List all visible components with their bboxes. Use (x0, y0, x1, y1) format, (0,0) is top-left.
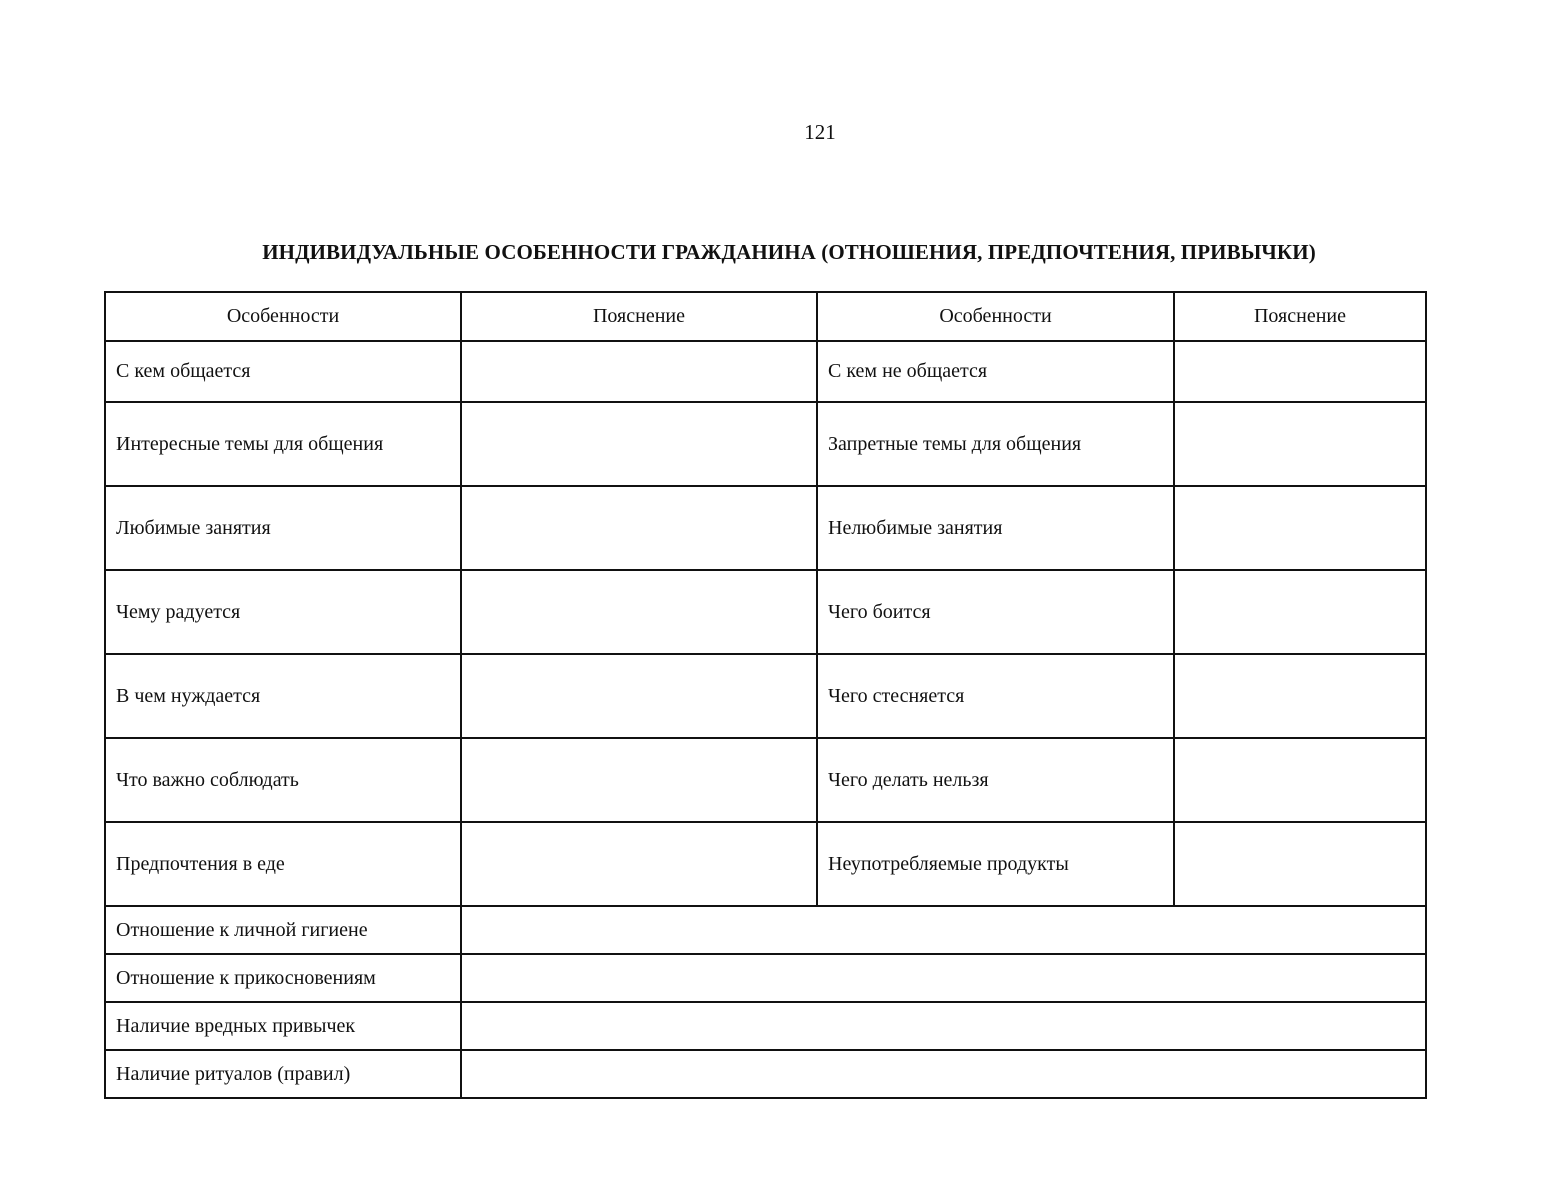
feature-label: Что важно соблюдать (105, 738, 461, 822)
header-explanation-left: Пояснение (461, 292, 817, 341)
explanation-cell[interactable] (1174, 341, 1426, 402)
header-features-right: Особенности (817, 292, 1174, 341)
feature-label: Наличие вредных привычек (105, 1002, 461, 1050)
feature-label: С кем общается (105, 341, 461, 402)
feature-label: Отношение к прикосновениям (105, 954, 461, 1002)
feature-label: Запретные темы для общения (817, 402, 1174, 486)
explanation-cell-wide[interactable] (461, 1002, 1426, 1050)
feature-label: Предпочтения в еде (105, 822, 461, 906)
header-explanation-right: Пояснение (1174, 292, 1426, 341)
table-row (105, 341, 1426, 402)
feature-label: В чем нуждается (105, 654, 461, 738)
features-table (104, 291, 1427, 1099)
feature-label: Чему радуется (105, 570, 461, 654)
feature-label: Чего стесняется (817, 654, 1174, 738)
page-number: 121 (804, 120, 836, 144)
explanation-cell[interactable] (1174, 822, 1426, 906)
table-row (105, 486, 1426, 570)
table-row (105, 402, 1426, 486)
feature-label: Любимые занятия (105, 486, 461, 570)
explanation-cell[interactable] (461, 341, 817, 402)
feature-label: Чего боится (817, 570, 1174, 654)
explanation-cell[interactable] (1174, 738, 1426, 822)
explanation-cell[interactable] (461, 822, 817, 906)
feature-label: С кем не общается (817, 341, 1174, 402)
explanation-cell[interactable] (1174, 402, 1426, 486)
feature-label: Нелюбимые занятия (817, 486, 1174, 570)
explanation-cell[interactable] (461, 654, 817, 738)
table-row (105, 570, 1426, 654)
explanation-cell[interactable] (461, 570, 817, 654)
document-title: ИНДИВИДУАЛЬНЫЕ ОСОБЕННОСТИ ГРАЖДАНИНА (ОТНОШЕНИЯ, ПРЕДПОЧТЕНИЯ, ПРИВЫЧКИ) (262, 240, 1316, 264)
explanation-cell-wide[interactable] (461, 906, 1426, 954)
feature-label: Чего делать нельзя (817, 738, 1174, 822)
feature-label: Отношение к личной гигиене (105, 906, 461, 954)
table-row (105, 1050, 1426, 1098)
table-row (105, 906, 1426, 954)
explanation-cell-wide[interactable] (461, 1050, 1426, 1098)
table-row (105, 822, 1426, 906)
explanation-cell-wide[interactable] (461, 954, 1426, 1002)
table-header-row (105, 292, 1426, 341)
table-row (105, 654, 1426, 738)
explanation-cell[interactable] (461, 486, 817, 570)
feature-label: Наличие ритуалов (правил) (105, 1050, 461, 1098)
feature-label: Интересные темы для общения (105, 402, 461, 486)
header-features-left: Особенности (105, 292, 461, 341)
explanation-cell[interactable] (461, 738, 817, 822)
table-row (105, 1002, 1426, 1050)
explanation-cell[interactable] (1174, 570, 1426, 654)
explanation-cell[interactable] (461, 402, 817, 486)
explanation-cell[interactable] (1174, 486, 1426, 570)
explanation-cell[interactable] (1174, 654, 1426, 738)
table-row (105, 954, 1426, 1002)
feature-label: Неупотребляемые продукты (817, 822, 1174, 906)
table-row (105, 738, 1426, 822)
